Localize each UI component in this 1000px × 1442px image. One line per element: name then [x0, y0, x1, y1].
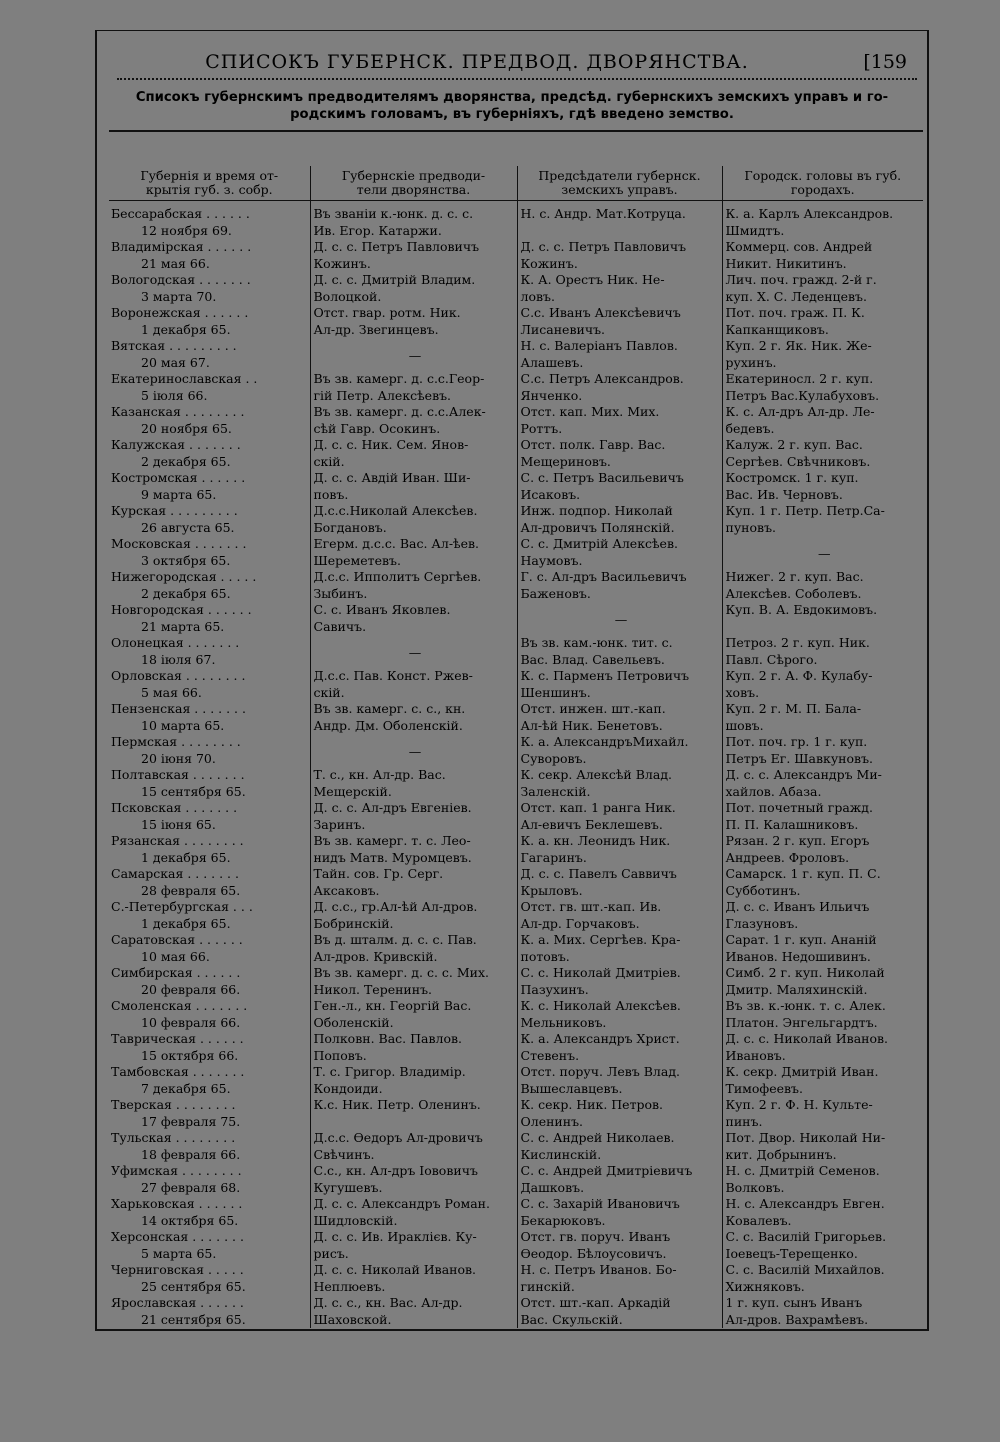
assembly-opening-date: 5 іюля 66. — [141, 387, 208, 403]
mayor-cell: — — [722, 536, 923, 569]
province-cell — [109, 272, 310, 305]
table-top-rule — [109, 130, 923, 132]
zemstvo-chair-cell: К. А. Орестъ Ник. Не- ловъ. — [517, 272, 722, 305]
province-cell — [109, 1031, 310, 1064]
marshal-cell: Д.с.с. Ѳедоръ Ал-дровичъ Свѣчинъ. — [310, 1130, 517, 1163]
province-name: Костромская . . . . . . — [111, 470, 246, 485]
caption-line-2: родскимъ головамъ, въ губерніяхъ, гдѣ введено земство. — [290, 107, 734, 122]
mayor-cell: Куп. 1 г. Петр. Петр.Са- пуновъ. — [722, 503, 923, 536]
province-name: Пензенская . . . . . . . — [111, 701, 246, 716]
province-cell — [109, 668, 310, 701]
mayor-cell: К. секр. Дмитрій Иван. Тимофеевъ. — [722, 1064, 923, 1097]
province-name: Новгородская . . . . . . — [111, 602, 252, 617]
assembly-opening-date: 26 августа 65. — [141, 519, 235, 535]
running-header — [97, 51, 927, 81]
province-name: Симбирская . . . . . . — [111, 965, 241, 980]
zemstvo-chair-cell: Инж. подпор. Николай Ал-дровичъ Полянскій. — [517, 503, 722, 536]
mayor-cell: Куп. В. А. Евдокимовъ. — [722, 602, 923, 635]
province-cell — [109, 536, 310, 569]
mayor-cell: Костромск. 1 г. куп. Вас. Ив. Черновъ. — [722, 470, 923, 503]
zemstvo-chair-cell: Н. с. Валеріанъ Павлов. Алашевъ. — [517, 338, 722, 371]
marshal-cell: Д.с.с.Николай Алексѣев. Богдановъ. — [310, 503, 517, 536]
mayor-cell: Симб. 2 г. куп. Николай Дмитр. Маляхинскій. — [722, 965, 923, 998]
assembly-opening-date: 2 декабря 65. — [141, 453, 231, 469]
province-name: Смоленская . . . . . . . — [111, 998, 248, 1013]
mayor-cell: Д. с. с. Александръ Ми- хайлов. Абаза. — [722, 767, 923, 800]
province-cell — [109, 701, 310, 734]
marshal-cell: Д. с. с. Александръ Роман. Шидловскій. — [310, 1196, 517, 1229]
marshal-cell: — — [310, 338, 517, 371]
province-cell — [109, 767, 310, 800]
column-header-zemstvo-chairs: Предсѣдатели губернск. земскихъ управъ. — [517, 166, 722, 201]
province-name: Калужская . . . . . . . — [111, 437, 241, 452]
page-number: [159 — [863, 51, 907, 73]
zemstvo-chair-cell: Отст. кап. 1 ранга Ник. Ал-евичъ Беклешевъ. — [517, 800, 722, 833]
assembly-opening-date: 9 марта 65. — [141, 486, 217, 502]
marshal-cell: Въ званіи к.-юнк. д. с. с. Ив. Егор. Катаржи. — [310, 201, 517, 240]
assembly-opening-date: 27 февраля 68. — [141, 1179, 241, 1195]
province-name: Московская . . . . . . . — [111, 536, 247, 551]
province-cell — [109, 569, 310, 602]
column-header-mayors: Городск. головы въ губ. городахъ. — [722, 166, 923, 201]
province-name: Херсонская . . . . . . . — [111, 1229, 244, 1244]
province-name: Таврическая . . . . . . — [111, 1031, 244, 1046]
marshal-cell: Полковн. Вас. Павлов. Поповъ. — [310, 1031, 517, 1064]
table-row — [109, 899, 923, 932]
marshal-cell: Д. с. с. Ник. Сем. Янов- скій. — [310, 437, 517, 470]
assembly-opening-date: 21 сентября 65. — [141, 1311, 246, 1327]
table-row — [109, 800, 923, 833]
province-name: С.-Петербургская . . . — [111, 899, 253, 914]
marshal-cell: Д. с. с. Ал-дръ Евгеніев. Заринъ. — [310, 800, 517, 833]
assembly-opening-date: 25 сентября 65. — [141, 1278, 246, 1294]
province-name: Казанская . . . . . . . . — [111, 404, 245, 419]
province-cell — [109, 470, 310, 503]
zemstvo-chair-cell: Отст. гв. поруч. Иванъ Ѳеодор. Бѣлоусовичъ. — [517, 1229, 722, 1262]
mayor-cell: К. с. Ал-дръ Ал-др. Ле- бедевъ. — [722, 404, 923, 437]
assembly-opening-date: 18 февраля 66. — [141, 1146, 241, 1162]
marshal-cell: Въ зв. камерг. д. с. с. Мих. Никол. Теренинъ. — [310, 965, 517, 998]
marshal-cell: Въ д. шталм. д. с. с. Пав. Ал-дров. Кривскій. — [310, 932, 517, 965]
mayor-cell: Рязан. 2 г. куп. Егоръ Андреев. Фроловъ. — [722, 833, 923, 866]
zemstvo-chair-cell: С. с. Николай Дмитріев. Пазухинъ. — [517, 965, 722, 998]
table-row — [109, 767, 923, 800]
assembly-opening-date: 20 іюня 70. — [141, 750, 216, 766]
province-cell — [109, 734, 310, 767]
province-cell — [109, 833, 310, 866]
assembly-opening-date: 10 марта 65. — [141, 717, 225, 733]
marshal-cell: — — [310, 734, 517, 767]
province-cell — [109, 932, 310, 965]
province-name: Харьковская . . . . . . — [111, 1196, 243, 1211]
assembly-opening-date: 21 мая 66. — [141, 255, 210, 271]
province-name: Тамбовская . . . . . . . — [111, 1064, 245, 1079]
table-row — [109, 1196, 923, 1229]
marshal-cell: Д. с. с. Петръ Павловичъ Кожинъ. — [310, 239, 517, 272]
assembly-opening-date: 15 іюня 65. — [141, 816, 216, 832]
zemstvo-chair-cell: К. а. Мих. Сергѣев. Кра- потовъ. — [517, 932, 722, 965]
mayor-cell: Куп. 2 г. А. Ф. Кулабу- ховъ. — [722, 668, 923, 701]
table-body — [109, 201, 923, 1329]
province-cell — [109, 1229, 310, 1262]
mayor-cell: Куп. 2 г. Ф. Н. Культе- пинъ. — [722, 1097, 923, 1130]
decorative-rule — [117, 78, 917, 88]
zemstvo-chair-cell: С.с. Иванъ Алексѣевичъ Лисаневичъ. — [517, 305, 722, 338]
page-title: СПИСОКЪ ГУБЕРНСК. ПРЕДВОД. ДВОРЯНСТВА. — [205, 51, 749, 73]
province-name: Ярославская . . . . . . — [111, 1295, 244, 1310]
province-cell — [109, 899, 310, 932]
marshal-cell: Т. с., кн. Ал-др. Вас. Мещерскій. — [310, 767, 517, 800]
province-name: Владимірская . . . . . . — [111, 239, 252, 254]
assembly-opening-date: 5 марта 65. — [141, 1245, 217, 1261]
province-name: Саратовская . . . . . . — [111, 932, 243, 947]
province-cell — [109, 503, 310, 536]
marshal-cell: Въ зв. камерг. д. с.с.Алек- сѣй Гавр. Осокинъ. — [310, 404, 517, 437]
zemstvo-chair-cell: С. с. Петръ Васильевичъ Исаковъ. — [517, 470, 722, 503]
marshal-cell: Т. с. Григор. Владимір. Кондоиди. — [310, 1064, 517, 1097]
table-row — [109, 866, 923, 899]
mayor-cell: Н. с. Александръ Евген. Ковалевъ. — [722, 1196, 923, 1229]
assembly-opening-date: 14 октября 65. — [141, 1212, 239, 1228]
marshal-cell: Въ зв. камерг. д. с.с.Геор- гій Петр. Алексѣевъ. — [310, 371, 517, 404]
marshal-cell: К.с. Ник. Петр. Оленинъ. — [310, 1097, 517, 1130]
table-row — [109, 998, 923, 1031]
province-name: Псковская . . . . . . . — [111, 800, 238, 815]
province-cell — [109, 1097, 310, 1130]
province-name: Тверская . . . . . . . . — [111, 1097, 236, 1112]
caption-line-1: Списокъ губернскимъ предводителямъ дворянства, предсѣд. губернскихъ земскихъ управъ и го- — [135, 90, 889, 105]
assembly-opening-date: 21 марта 65. — [141, 618, 225, 634]
table-row — [109, 305, 923, 338]
province-cell — [109, 371, 310, 404]
province-name: Орловская . . . . . . . . — [111, 668, 246, 683]
zemstvo-chair-cell: С.с. Петръ Александров. Янченко. — [517, 371, 722, 404]
table-row — [109, 536, 923, 569]
marshal-cell: Егерм. д.с.с. Вас. Ал-ѣев. Шереметевъ. — [310, 536, 517, 569]
table-row — [109, 965, 923, 998]
mayor-cell: Коммерц. сов. Андрей Никит. Никитинъ. — [722, 239, 923, 272]
zemstvo-chair-cell: К. секр. Ник. Петров. Оленинъ. — [517, 1097, 722, 1130]
table-caption — [107, 89, 917, 123]
province-name: Воронежская . . . . . . — [111, 305, 249, 320]
mayor-cell: 1 г. куп. сынъ Иванъ Ал-дров. Вахрамѣевъ. — [722, 1295, 923, 1328]
marshal-cell: С.с., кн. Ал-дръ Іововичъ Кугушевъ. — [310, 1163, 517, 1196]
zemstvo-chair-cell: Отст. кап. Мих. Мих. Роттъ. — [517, 404, 722, 437]
table-row — [109, 1031, 923, 1064]
zemstvo-chair-cell: Отст. полк. Гавр. Вас. Мещериновъ. — [517, 437, 722, 470]
table-row — [109, 437, 923, 470]
province-name: Курская . . . . . . . . . — [111, 503, 238, 518]
mayor-cell: К. а. Карлъ Александров. Шмидтъ. — [722, 201, 923, 240]
marshal-cell: Въ зв. камерг. т. с. Лео- нидъ Матв. Муромцевъ. — [310, 833, 517, 866]
assembly-opening-date: 5 мая 66. — [141, 684, 202, 700]
mayor-cell: Куп. 2 г. Як. Ник. Же- рухинъ. — [722, 338, 923, 371]
province-name: Черниговская . . . . . — [111, 1262, 244, 1277]
province-cell — [109, 404, 310, 437]
table-row — [109, 201, 923, 240]
zemstvo-chair-cell: Г. с. Ал-дръ Васильевичъ Баженовъ. — [517, 569, 722, 602]
assembly-opening-date: 1 декабря 65. — [141, 915, 231, 931]
mayor-cell: Екатериносл. 2 г. куп. Петръ Вас.Кулабуховъ. — [722, 371, 923, 404]
province-cell — [109, 998, 310, 1031]
table-row — [109, 1064, 923, 1097]
table-row — [109, 272, 923, 305]
table-row — [109, 635, 923, 668]
zemstvo-chair-cell: — — [517, 602, 722, 635]
province-cell — [109, 602, 310, 635]
mayor-cell: С. с. Василій Михайлов. Хижняковъ. — [722, 1262, 923, 1295]
province-name: Пермская . . . . . . . . — [111, 734, 241, 749]
table-row — [109, 371, 923, 404]
zemstvo-chair-cell: С. с. Захарій Ивановичъ Бекарюковъ. — [517, 1196, 722, 1229]
mayor-cell: Пот. Двор. Николай Ни- кит. Добрынинъ. — [722, 1130, 923, 1163]
zemstvo-chair-cell: С. с. Андрей Дмитріевичъ Дашковъ. — [517, 1163, 722, 1196]
table-row — [109, 404, 923, 437]
assembly-opening-date: 1 декабря 65. — [141, 321, 231, 337]
marshal-cell: Д.с.с. Ипполитъ Сергѣев. Зыбинъ. — [310, 569, 517, 602]
table-row — [109, 734, 923, 767]
assembly-opening-date: 3 марта 70. — [141, 288, 217, 304]
assembly-opening-date: 10 мая 66. — [141, 948, 210, 964]
zemstvo-chair-cell: Д. с. с. Петръ Павловичъ Кожинъ. — [517, 239, 722, 272]
province-cell — [109, 800, 310, 833]
mayor-cell: Пот. почетный гражд. П. П. Калашниковъ. — [722, 800, 923, 833]
assembly-opening-date: 15 сентября 65. — [141, 783, 246, 799]
column-header-province: Губернія и время от- крытія губ. з. собр. — [109, 166, 310, 201]
zemstvo-chair-cell: С. с. Дмитрій Алексѣев. Наумовъ. — [517, 536, 722, 569]
zemstvo-chair-cell: Н. с. Андр. Мат.Котруца. — [517, 201, 722, 240]
table-row — [109, 833, 923, 866]
marshal-cell: Д. с. с., кн. Вас. Ал-др. Шаховской. — [310, 1295, 517, 1328]
assembly-opening-date: 20 февраля 66. — [141, 981, 241, 997]
assembly-opening-date: 17 февраля 75. — [141, 1113, 241, 1129]
assembly-opening-date: 1 декабря 65. — [141, 849, 231, 865]
mayor-cell: Самарск. 1 г. куп. П. С. Субботинъ. — [722, 866, 923, 899]
table-header-row — [109, 166, 923, 201]
assembly-opening-date: 15 октября 66. — [141, 1047, 239, 1063]
province-name: Тульская . . . . . . . . — [111, 1130, 236, 1145]
mayor-cell: Н. с. Дмитрій Семенов. Волковъ. — [722, 1163, 923, 1196]
zemstvo-chair-cell: Отст. гв. шт.-кап. Ив. Ал-др. Горчаковъ. — [517, 899, 722, 932]
province-name: Вятская . . . . . . . . . — [111, 338, 237, 353]
zemstvo-chair-cell: К. секр. Алексѣй Влад. Заленскій. — [517, 767, 722, 800]
province-cell — [109, 1163, 310, 1196]
table-row — [109, 470, 923, 503]
table-row — [109, 932, 923, 965]
table-row — [109, 1295, 923, 1328]
zemstvo-chair-cell: Н. с. Петръ Иванов. Бо- гинскій. — [517, 1262, 722, 1295]
province-cell — [109, 1064, 310, 1097]
table-row — [109, 1097, 923, 1130]
province-cell — [109, 239, 310, 272]
mayor-cell: Пот. поч. граж. П. К. Капканщиковъ. — [722, 305, 923, 338]
province-cell — [109, 1130, 310, 1163]
mayor-cell: Лич. поч. гражд. 2-й г. куп. Х. С. Леденцевъ. — [722, 272, 923, 305]
zemstvo-chair-cell: Въ зв. кам.-юнк. тит. с. Вас. Влад. Савельевъ. — [517, 635, 722, 668]
province-cell — [109, 1262, 310, 1295]
zemstvo-chair-cell: С. с. Андрей Николаев. Кислинскій. — [517, 1130, 722, 1163]
assembly-opening-date: 18 іюля 67. — [141, 651, 216, 667]
zemstvo-chair-cell: Отст. шт.-кап. Аркадій Вас. Скульскій. — [517, 1295, 722, 1328]
table-row — [109, 338, 923, 371]
assembly-opening-date: 7 декабря 65. — [141, 1080, 231, 1096]
table-row — [109, 569, 923, 602]
assembly-opening-date: 2 декабря 65. — [141, 585, 231, 601]
zemstvo-chair-cell: К. с. Николай Алексѣев. Мельниковъ. — [517, 998, 722, 1031]
province-name: Вологодская . . . . . . . — [111, 272, 251, 287]
marshal-cell: Тайн. сов. Гр. Серг. Аксаковъ. — [310, 866, 517, 899]
table-row — [109, 239, 923, 272]
province-cell — [109, 1295, 310, 1328]
table-row — [109, 668, 923, 701]
province-name: Екатеринославская . . — [111, 371, 258, 386]
mayor-cell: Петроз. 2 г. куп. Ник. Павл. Сѣрого. — [722, 635, 923, 668]
marshal-cell: Д. с. с. Николай Иванов. Неплюевъ. — [310, 1262, 517, 1295]
assembly-opening-date: 3 октября 65. — [141, 552, 231, 568]
zemstvo-chair-cell: К. с. Парменъ Петровичъ Шеншинъ. — [517, 668, 722, 701]
province-cell — [109, 305, 310, 338]
mayor-cell: Д. с. с. Иванъ Ильичъ Глазуновъ. — [722, 899, 923, 932]
mayor-cell: Куп. 2 г. М. П. Бала- шовъ. — [722, 701, 923, 734]
province-cell — [109, 1196, 310, 1229]
table-row — [109, 1130, 923, 1163]
province-cell — [109, 965, 310, 998]
mayor-cell: Пот. поч. гр. 1 г. куп. Петръ Ег. Шавкуновъ. — [722, 734, 923, 767]
assembly-opening-date: 10 февраля 66. — [141, 1014, 241, 1030]
marshal-cell: Д. с.с., гр.Ал-ѣй Ал-дров. Бобринскій. — [310, 899, 517, 932]
province-name: Полтавская . . . . . . . — [111, 767, 245, 782]
assembly-opening-date: 20 мая 67. — [141, 354, 210, 370]
marshal-cell: Д.с.с. Пав. Конст. Ржев- скій. — [310, 668, 517, 701]
mayor-cell: С. с. Василій Григорьев. Іоевецъ-Терещенко. — [722, 1229, 923, 1262]
zemstvo-chair-cell: К. а. АлександръМихайл. Суворовъ. — [517, 734, 722, 767]
zemstvo-chair-cell: Отст. инжен. шт.-кап. Ал-ѣй Ник. Бенетовъ. — [517, 701, 722, 734]
marshal-cell: Д. с. с. Авдій Иван. Ши- повъ. — [310, 470, 517, 503]
province-name: Рязанская . . . . . . . . — [111, 833, 244, 848]
province-cell — [109, 338, 310, 371]
zemstvo-chair-cell: Отст. поруч. Левъ Влад. Вышеславцевъ. — [517, 1064, 722, 1097]
zemstvo-chair-cell: К. а. кн. Леонидъ Ник. Гагаринъ. — [517, 833, 722, 866]
province-name: Бессарабская . . . . . . — [111, 206, 250, 221]
marshal-cell: Д. с. с. Дмитрій Владим. Волоцкой. — [310, 272, 517, 305]
marshal-cell: С. с. Иванъ Яковлев. Савичъ. — [310, 602, 517, 635]
assembly-opening-date: 28 февраля 65. — [141, 882, 241, 898]
marshal-cell: Отст. гвар. ротм. Ник. Ал-др. Звегинцевъ. — [310, 305, 517, 338]
marshal-cell: Д. с. с. Ив. Ираклієв. Ку- рисъ. — [310, 1229, 517, 1262]
province-name: Олонецкая . . . . . . . — [111, 635, 240, 650]
mayor-cell: Въ зв. к.-юнк. т. с. Алек. Платон. Энгельгардтъ. — [722, 998, 923, 1031]
marshal-cell: Въ зв. камерг. с. с., кн. Андр. Дм. Оболенскій. — [310, 701, 517, 734]
mayor-cell: Сарат. 1 г. куп. Ананій Иванов. Недошивинъ. — [722, 932, 923, 965]
table-row — [109, 602, 923, 635]
assembly-opening-date: 20 ноября 65. — [141, 420, 232, 436]
province-cell — [109, 201, 310, 240]
mayor-cell: Нижег. 2 г. куп. Вас. Алексѣев. Соболевъ. — [722, 569, 923, 602]
zemstvo-chair-cell: К. а. Александръ Христ. Стевенъ. — [517, 1031, 722, 1064]
table-row — [109, 503, 923, 536]
province-cell — [109, 635, 310, 668]
marshal-cell: — — [310, 635, 517, 668]
zemstvo-chair-cell: Д. с. с. Павелъ Саввичъ Крыловъ. — [517, 866, 722, 899]
table-row — [109, 1163, 923, 1196]
mayor-cell: Калуж. 2 г. куп. Вас. Сергѣев. Свѣчниковъ. — [722, 437, 923, 470]
column-header-marshals: Губернскіе предводи- тели дворянства. — [310, 166, 517, 201]
province-name: Самарская . . . . . . . — [111, 866, 239, 881]
province-name: Нижегородская . . . . . — [111, 569, 257, 584]
marshal-cell: Ген.-л., кн. Георгій Вас. Оболенскій. — [310, 998, 517, 1031]
mayor-cell: Д. с. с. Николай Иванов. Ивановъ. — [722, 1031, 923, 1064]
marshals-table — [109, 166, 923, 1328]
province-cell — [109, 866, 310, 899]
table-row — [109, 1262, 923, 1295]
assembly-opening-date: 12 ноября 69. — [141, 222, 232, 238]
table-row — [109, 701, 923, 734]
province-cell — [109, 437, 310, 470]
table-row — [109, 1229, 923, 1262]
document-page — [95, 30, 929, 1331]
province-name: Уфимская . . . . . . . . — [111, 1163, 242, 1178]
